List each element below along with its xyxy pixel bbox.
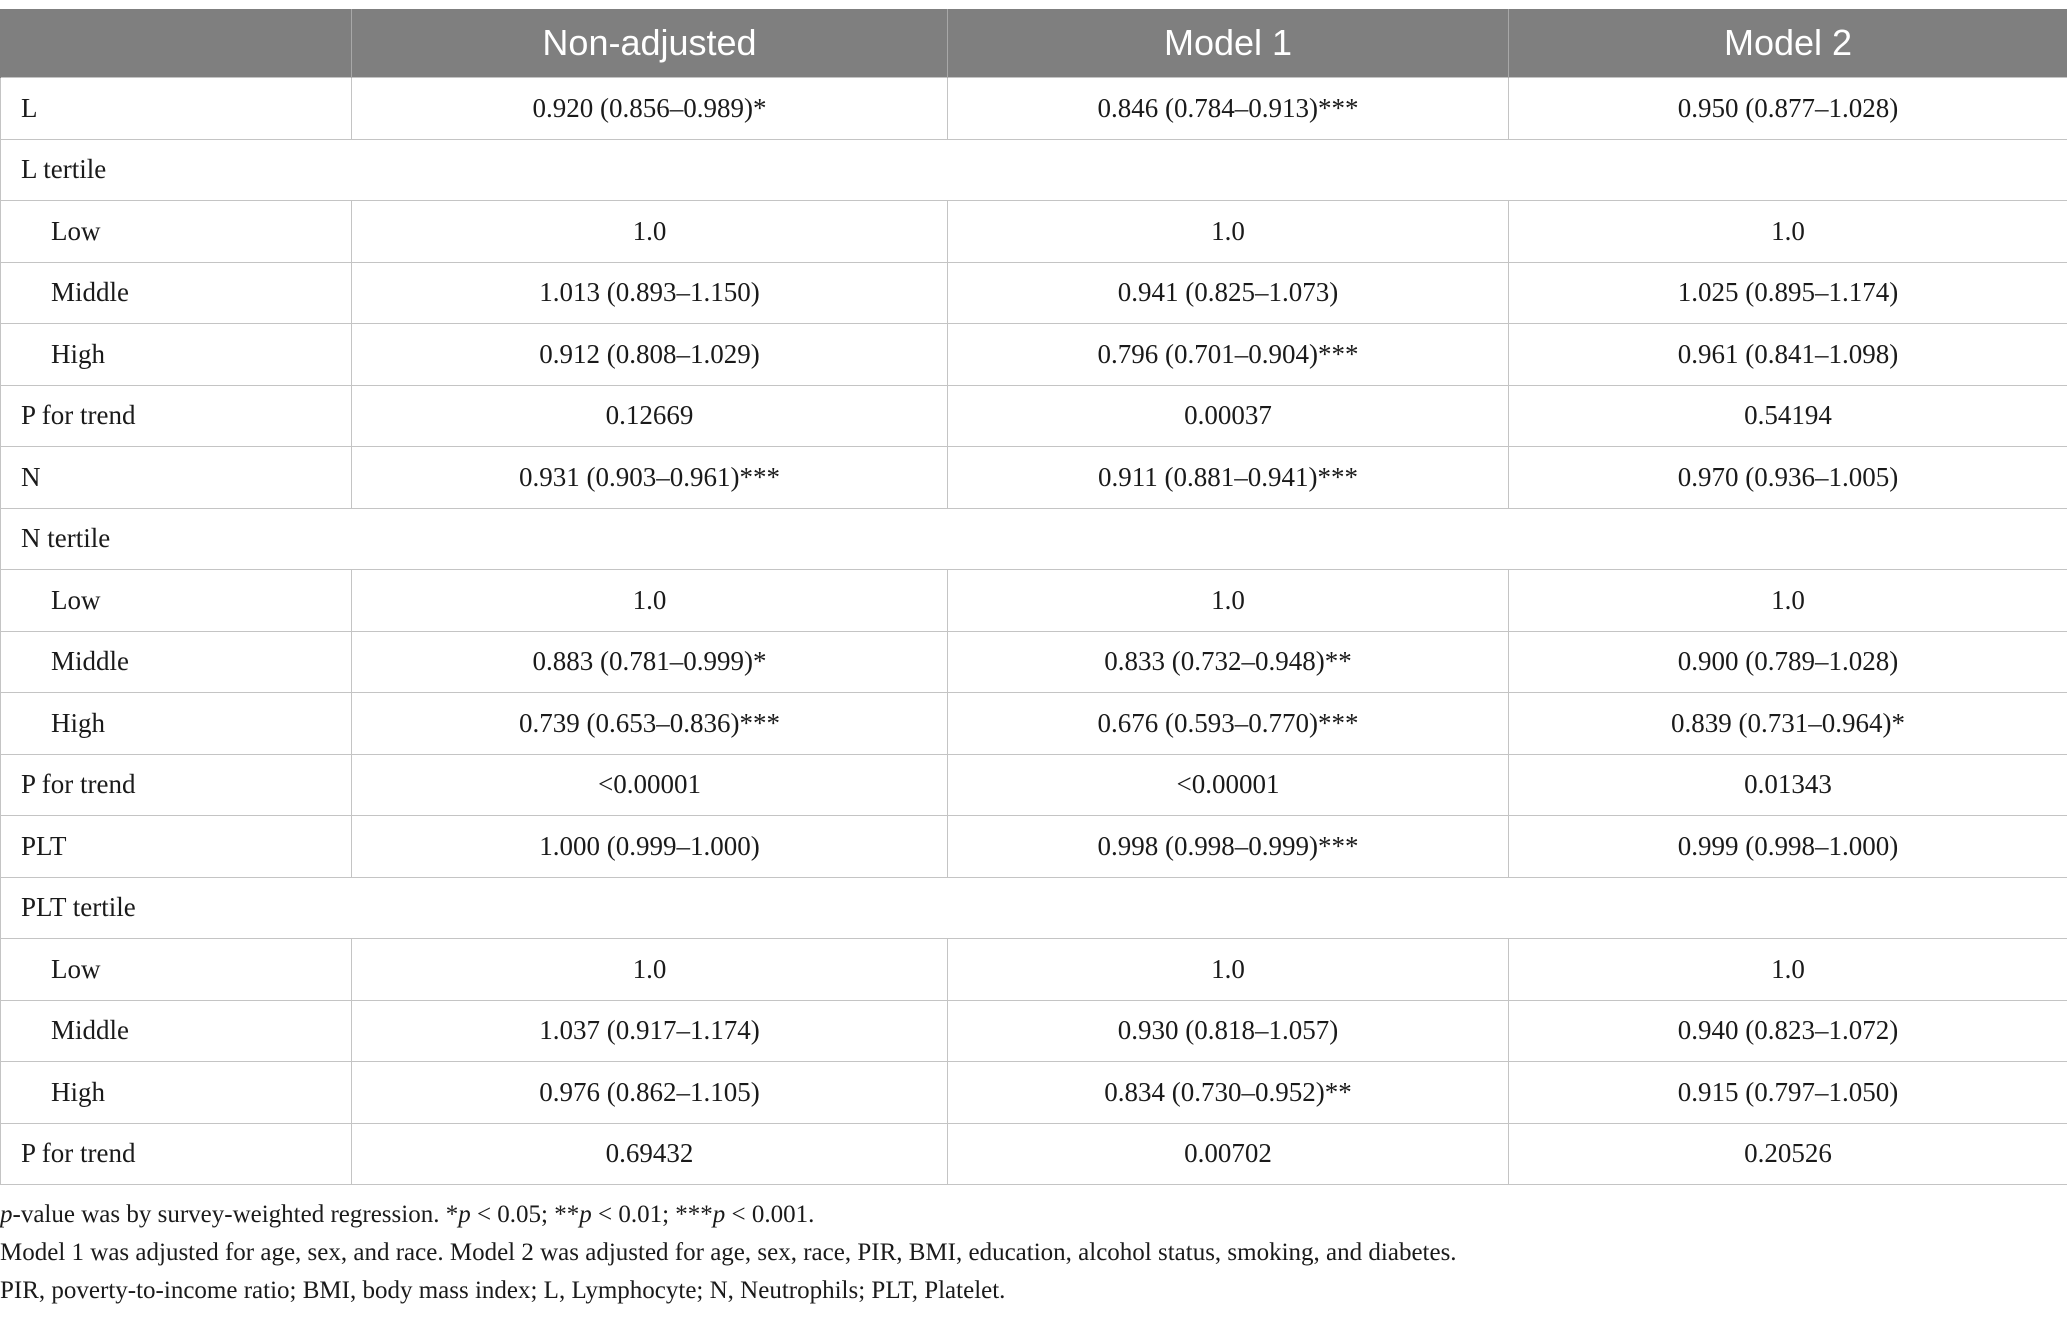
- cell-non-adjusted: 1.037 (0.917–1.174): [352, 1000, 948, 1062]
- row-label: PLT: [1, 816, 352, 878]
- table-header: [1, 9, 2067, 78]
- row-label: Middle: [1, 631, 352, 693]
- row-label: High: [1, 324, 352, 386]
- table-row: [1, 324, 2067, 386]
- cell-non-adjusted: 0.69432: [352, 1123, 948, 1185]
- row-label: Low: [1, 201, 352, 263]
- footnote-abbreviations: PIR, poverty-to-income ratio; BMI, body mass index; L, Lymphocyte; N, Neutrophils; PLT, Platelet.: [0, 1277, 1006, 1304]
- cell-non-adjusted: 1.0: [352, 939, 948, 1001]
- table-row: [1, 631, 2067, 693]
- table-row: [1, 201, 2067, 263]
- cell-model-2: 0.54194: [1509, 385, 2067, 447]
- row-label: P for trend: [1, 1123, 352, 1185]
- footnote-models: Model 1 was adjusted for age, sex, and race. Model 2 was adjusted for age, sex, race, PIR, BMI, education, alcohol status, smoking, and diabetes.: [0, 1239, 1457, 1266]
- cell-non-adjusted: 0.912 (0.808–1.029): [352, 324, 948, 386]
- table-row: [1, 1123, 2067, 1185]
- row-label: Middle: [1, 262, 352, 324]
- cell-non-adjusted: 1.0: [352, 570, 948, 632]
- cell-model-1: 1.0: [948, 201, 1509, 263]
- row-label: N: [1, 447, 352, 509]
- cell-non-adjusted: 1.013 (0.893–1.150): [352, 262, 948, 324]
- cell-model-2: 1.025 (0.895–1.174): [1509, 262, 2067, 324]
- footnote-text: < 0.05; **: [470, 1201, 580, 1228]
- cell-model-1: 0.00702: [948, 1123, 1509, 1185]
- row-label: P for trend: [1, 754, 352, 816]
- footnote-italic-p: p: [458, 1201, 471, 1228]
- cell-model-2: 0.915 (0.797–1.050): [1509, 1062, 2067, 1124]
- cell-model-2: 0.900 (0.789–1.028): [1509, 631, 2067, 693]
- footnote-text: < 0.01; ***: [591, 1201, 713, 1228]
- cell-model-2: 0.940 (0.823–1.072): [1509, 1000, 2067, 1062]
- section-label: PLT tertile: [1, 877, 2067, 939]
- cell-non-adjusted: <0.00001: [352, 754, 948, 816]
- cell-model-1: 0.911 (0.881–0.941)***: [948, 447, 1509, 509]
- footnote-text: < 0.001.: [725, 1201, 815, 1228]
- table-row: [1, 447, 2067, 509]
- table-row: [1, 816, 2067, 878]
- cell-model-1: 0.676 (0.593–0.770)***: [948, 693, 1509, 755]
- table-body: [1, 78, 2067, 1185]
- table-row: [1, 385, 2067, 447]
- table-section-row: [1, 508, 2067, 570]
- header-cell-model-2: Model 2: [1509, 9, 2067, 78]
- results-table: [0, 9, 2067, 1185]
- results-table-container: [0, 9, 2067, 1185]
- footnote-italic-p: p: [0, 1201, 13, 1228]
- row-label: High: [1, 693, 352, 755]
- cell-model-1: 1.0: [948, 939, 1509, 1001]
- table-row: [1, 754, 2067, 816]
- header-cell-model-1: Model 1: [948, 9, 1509, 78]
- cell-model-2: 0.999 (0.998–1.000): [1509, 816, 2067, 878]
- table-section-row: [1, 139, 2067, 201]
- table-row: [1, 939, 2067, 1001]
- cell-model-1: 0.998 (0.998–0.999)***: [948, 816, 1509, 878]
- table-footnotes: [0, 1196, 2067, 1310]
- footnote-text: -value was by survey-weighted regression. *: [12, 1201, 459, 1228]
- cell-non-adjusted: 0.12669: [352, 385, 948, 447]
- footnote-italic-p: p: [579, 1201, 592, 1228]
- footnote-italic-p: p: [712, 1201, 726, 1228]
- header-row: [1, 9, 2067, 78]
- cell-model-1: 0.00037: [948, 385, 1509, 447]
- cell-model-1: 0.833 (0.732–0.948)**: [948, 631, 1509, 693]
- cell-model-2: 0.20526: [1509, 1123, 2067, 1185]
- row-label: P for trend: [1, 385, 352, 447]
- cell-non-adjusted: 1.0: [352, 201, 948, 263]
- cell-model-2: 1.0: [1509, 939, 2067, 1001]
- footnote-pvalue: [0, 1196, 2067, 1234]
- row-label: Middle: [1, 1000, 352, 1062]
- cell-model-1: 0.796 (0.701–0.904)***: [948, 324, 1509, 386]
- table-section-row: [1, 877, 2067, 939]
- header-cell-variable: [1, 9, 352, 78]
- cell-model-1: 0.834 (0.730–0.952)**: [948, 1062, 1509, 1124]
- cell-model-2: 0.01343: [1509, 754, 2067, 816]
- cell-model-1: 0.941 (0.825–1.073): [948, 262, 1509, 324]
- cell-non-adjusted: 0.739 (0.653–0.836)***: [352, 693, 948, 755]
- cell-non-adjusted: 0.931 (0.903–0.961)***: [352, 447, 948, 509]
- row-label: Low: [1, 570, 352, 632]
- cell-non-adjusted: 0.920 (0.856–0.989)*: [352, 78, 948, 140]
- section-label: L tertile: [1, 139, 2067, 201]
- row-label: Low: [1, 939, 352, 1001]
- cell-model-2: 1.0: [1509, 201, 2067, 263]
- cell-model-2: 1.0: [1509, 570, 2067, 632]
- table-row: [1, 693, 2067, 755]
- cell-model-1: <0.00001: [948, 754, 1509, 816]
- cell-non-adjusted: 1.000 (0.999–1.000): [352, 816, 948, 878]
- cell-model-2: 0.970 (0.936–1.005): [1509, 447, 2067, 509]
- header-cell-non-adjusted: Non-adjusted: [352, 9, 948, 78]
- cell-non-adjusted: 0.883 (0.781–0.999)*: [352, 631, 948, 693]
- cell-model-1: 0.846 (0.784–0.913)***: [948, 78, 1509, 140]
- cell-model-2: 0.950 (0.877–1.028): [1509, 78, 2067, 140]
- section-label: N tertile: [1, 508, 2067, 570]
- row-label: L: [1, 78, 352, 140]
- row-label: High: [1, 1062, 352, 1124]
- table-row: [1, 262, 2067, 324]
- table-row: [1, 1062, 2067, 1124]
- table-row: [1, 78, 2067, 140]
- cell-model-2: 0.961 (0.841–1.098): [1509, 324, 2067, 386]
- cell-model-1: 0.930 (0.818–1.057): [948, 1000, 1509, 1062]
- table-row: [1, 1000, 2067, 1062]
- cell-model-2: 0.839 (0.731–0.964)*: [1509, 693, 2067, 755]
- cell-non-adjusted: 0.976 (0.862–1.105): [352, 1062, 948, 1124]
- cell-model-1: 1.0: [948, 570, 1509, 632]
- table-row: [1, 570, 2067, 632]
